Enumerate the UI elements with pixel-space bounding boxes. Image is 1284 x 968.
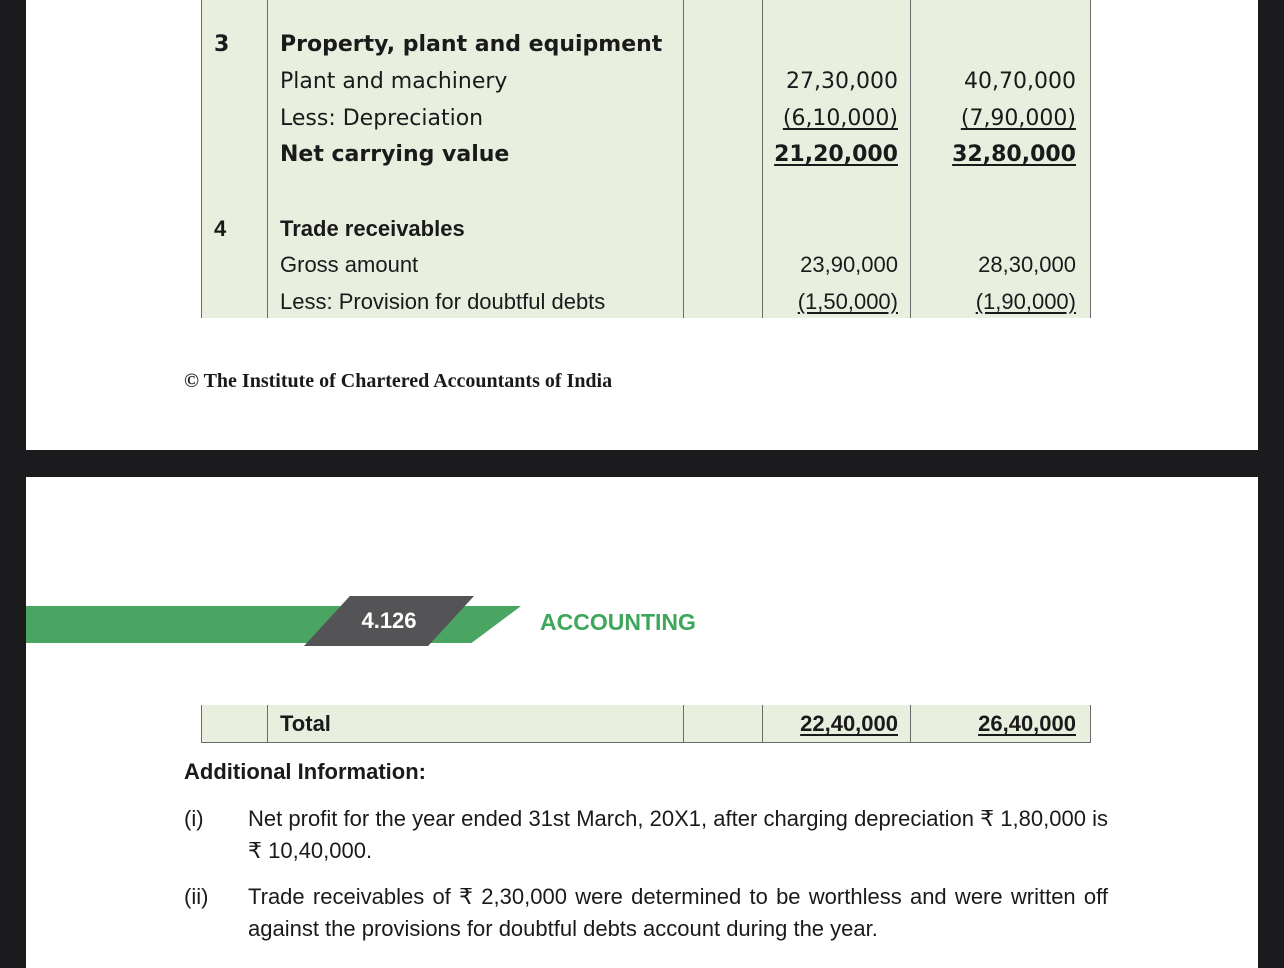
table-row: [202, 27, 1090, 63]
note-text: Net profit for the year ended 31st March, 20X1, after charging depreciation ₹ 1,80,000 is ₹ 10,40,000.: [248, 806, 1108, 863]
total-previous: 26,40,000: [978, 711, 1076, 736]
amount-previous: (1,90,000): [975, 289, 1076, 314]
table-row: [202, 101, 1090, 137]
pdf-page-bottom: [26, 477, 1258, 968]
amount-current: 21,20,000: [774, 142, 898, 167]
amount-current: 27,30,000: [786, 69, 898, 94]
amount-previous: 40,70,000: [964, 69, 1076, 94]
note-number: 3: [214, 32, 230, 57]
note-marker: (i): [184, 806, 204, 831]
row-particular: Net carrying value: [280, 142, 510, 167]
row-particular: Plant and machinery: [280, 69, 508, 94]
row-particular: Property, plant and equipment: [280, 32, 663, 57]
table-row: [202, 137, 1090, 173]
pdf-page-top: [26, 0, 1258, 450]
section-title: ACCOUNTING: [540, 609, 696, 635]
row-particular: Less: Provision for doubtful debts: [280, 289, 606, 314]
row-particular: Gross amount: [280, 252, 419, 277]
table-row: [202, 64, 1090, 100]
note-number: 4: [214, 216, 227, 241]
total-current: 22,40,000: [800, 711, 898, 736]
copyright-footer: © The Institute of Chartered Accountants of India: [184, 370, 613, 392]
page-number: 4.126: [361, 608, 417, 633]
notes-table: [201, 0, 1091, 318]
amount-previous: (7,90,000): [960, 106, 1076, 131]
table-row: [202, 247, 1090, 283]
note-text: Trade receivables of ₹ 2,30,000 were determined to be worthless and were written off against the provisions for doubtful debts account during the year.: [248, 884, 1108, 941]
total-row: [202, 706, 1090, 742]
row-particular: Trade receivables: [280, 216, 465, 241]
amount-current: 23,90,000: [800, 252, 898, 277]
note-marker: (ii): [184, 884, 209, 909]
amount-current: (1,50,000): [797, 289, 898, 314]
amount-current: (6,10,000): [782, 106, 898, 131]
table-row: [202, 284, 1090, 320]
row-particular: Less: Depreciation: [280, 106, 484, 131]
total-label: Total: [280, 711, 331, 736]
page-header-banner: [26, 602, 746, 652]
amount-previous: 28,30,000: [978, 252, 1076, 277]
table-row: [202, 211, 1090, 247]
amount-previous: 32,80,000: [952, 142, 1076, 167]
total-table: [201, 705, 1091, 743]
additional-information-heading: Additional Information:: [184, 759, 426, 784]
